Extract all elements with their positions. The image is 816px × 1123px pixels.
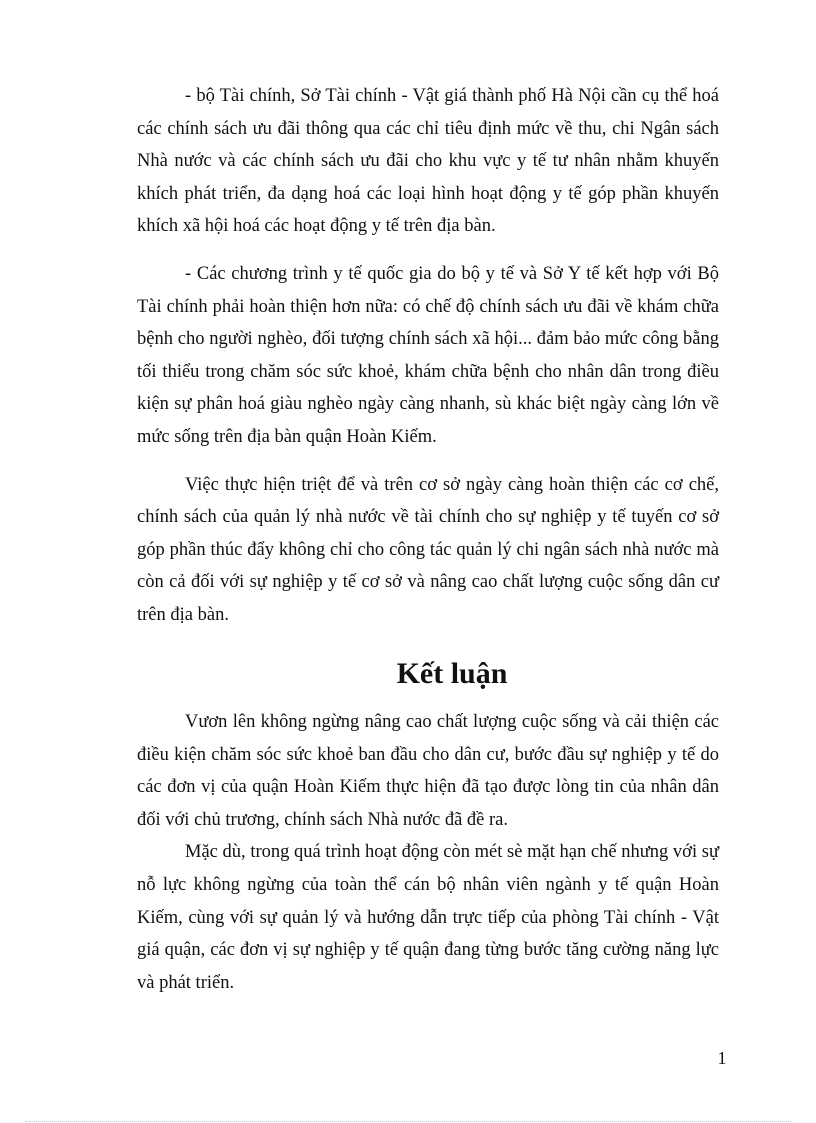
body-section-conclusion	[137, 706, 719, 1014]
body-section-recommendations	[137, 80, 719, 647]
section-heading: Kết luận	[396, 657, 508, 690]
paragraph: - bộ Tài chính, Sở Tài chính - Vật giá thành phố Hà Nội cần cụ thể hoá các chính sách ưu đãi thông qua các chỉ tiêu định mức về thu, chi Ngân sách Nhà nước và các chính sách ưu đãi cho khu vực y tế tư nhân nhằm khuyến khích phát triển, đa dạng hoá các loại hình hoạt động y tế góp phần khuyến khích xã hội hoá các hoạt động y tế trên địa bàn.	[137, 86, 719, 237]
page-number: 1	[717, 1048, 727, 1068]
page-bottom-divider	[25, 1121, 791, 1122]
paragraph: Mặc dù, trong quá trình hoạt động còn mét sè mặt hạn chế nhưng với sự nỗ lực không ngừng của toàn thể cán bộ nhân viên ngành y tế quận Hoàn Kiếm, cùng với sự quản lý và hướng dẫn trực tiếp của phòng Tài chính - Vật giá quận, các đơn vị sự nghiệp y tế quận đang từng bước tăng cường năng lực và phát triển.	[137, 842, 719, 993]
paragraph: Vươn lên không ngừng nâng cao chất lượng cuộc sống và cải thiện các điều kiện chăm sóc sức khoẻ ban đầu cho dân cư, bước đầu sự nghiệp y tế do các đơn vị của quận Hoàn Kiếm thực hiện đã tạo được lòng tin của nhân dân đối với chủ trương, chính sách Nhà nước đã đề ra.	[137, 712, 719, 830]
paragraph: - Các chương trình y tế quốc gia do bộ y tế và Sở Y tế kết hợp với Bộ Tài chính phải hoàn thiện hơn nữa: có chế độ chính sách ưu đãi về khám chữa bệnh cho người nghèo, đối tượng chính sách xã hội... đảm bảo mức công bằng tối thiểu trong chăm sóc sức khoẻ, khám chữa bệnh cho nhân dân trong điều kiện sự phân hoá giàu nghèo ngày càng nhanh, sù khác biệt ngày càng lớn về mức sống trên địa bàn quận Hoàn Kiếm.	[137, 263, 719, 447]
paragraph: Việc thực hiện triệt để và trên cơ sở ngày càng hoàn thiện các cơ chế, chính sách của quản lý nhà nước về tài chính cho sự nghiệp y tế tuyến cơ sở góp phần thúc đẩy không chỉ cho công tác quản lý chi ngân sách nhà nước mà còn cả đối với sự nghiệp y tế cơ sở và nâng cao chất lượng cuộc sống dân cư trên địa bàn.	[137, 474, 719, 625]
